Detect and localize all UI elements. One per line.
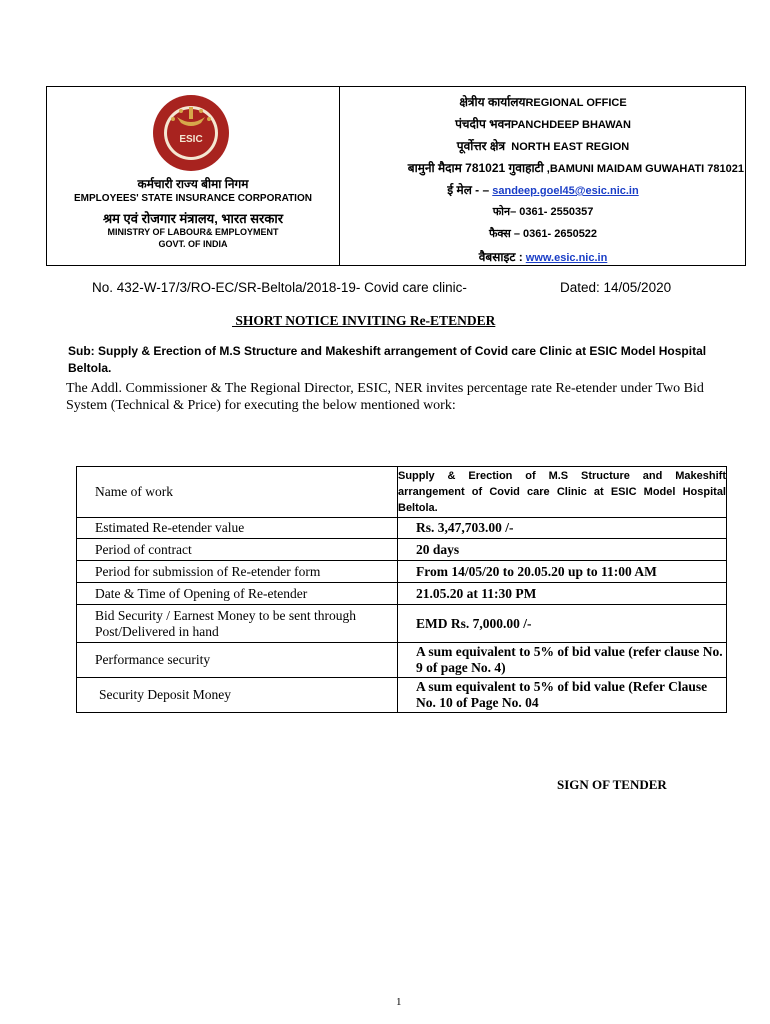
tender-details-table	[76, 466, 727, 713]
region-line	[340, 137, 746, 154]
region-english: NORTH EAST REGION	[511, 141, 630, 153]
row-label: Security Deposit Money	[77, 678, 398, 713]
reference-number: No. 432-W-17/3/RO-EC/SR-Beltola/2018-19- Covid care clinic-	[92, 280, 467, 295]
row-value: From 14/05/20 to 20.05.20 up to 11:00 AM	[398, 561, 727, 583]
row-label: Period of contract	[77, 539, 398, 561]
website-label: वैबसाइट :	[478, 250, 523, 264]
subject: Sub: Supply & Erection of M.S Structure and Makeshift arrangement of Covid care Clinic at ESIC Model Hospital Beltola.	[68, 344, 707, 375]
row-value: Supply & Erection of M.S Structure and Makeshift arrangement of Covid care Clinic at ESIC Model Hospital Beltola.	[398, 467, 727, 518]
org-name-english: EMPLOYEES' STATE INSURANCE CORPORATION	[74, 193, 312, 204]
document-date: Dated: 14/05/2020	[560, 280, 672, 295]
row-label: Name of work	[77, 467, 398, 518]
table-row	[77, 518, 727, 539]
table-row	[77, 467, 727, 518]
org-block	[47, 87, 339, 265]
email-label: ई मेल - –	[447, 183, 490, 197]
office-block	[340, 87, 746, 265]
table-row	[77, 583, 727, 605]
table-row	[77, 539, 727, 561]
row-label: Period for submission of Re-etender form	[77, 561, 398, 583]
building-line	[340, 115, 746, 132]
website-link[interactable]: www.esic.nic.in	[525, 252, 608, 264]
phone-line: फोन– 0361- 2550357	[492, 206, 594, 218]
table-row	[77, 605, 727, 643]
sign-of-tender: SIGN OF TENDER	[557, 777, 667, 792]
row-value: 20 days	[398, 539, 727, 561]
office-english: REGIONAL OFFICE	[525, 97, 627, 109]
org-name-hindi: कर्मचारी राज्य बीमा निगम	[137, 177, 249, 191]
email-line	[340, 181, 746, 198]
ministry-english: MINISTRY OF LABOUR& EMPLOYMENT	[107, 227, 279, 237]
table-row	[77, 643, 727, 678]
office-line	[340, 93, 746, 110]
intro-paragraph: The Addl. Commissioner & The Regional Director, ESIC, NER invites percentage rate Re-etender under Two Bid System (Technical & Price) for executing the below mentioned work:	[66, 381, 704, 413]
row-value: EMD Rs. 7,000.00 /-	[398, 605, 727, 643]
page-number: 1	[396, 996, 402, 1008]
row-value: A sum equivalent to 5% of bid value (refer clause No. 9 of page No. 4)	[398, 643, 727, 678]
office-hindi: क्षेत्रीय कार्यालय	[459, 95, 526, 109]
govt-of-india: GOVT. OF INDIA	[158, 239, 228, 249]
esic-logo-icon	[151, 93, 231, 173]
notice-title: SHORT NOTICE INVITING Re-ETENDER	[232, 313, 496, 328]
row-label: Estimated Re-etender value	[77, 518, 398, 539]
building-english: PANCHDEEP BHAWAN	[510, 119, 631, 131]
table-row	[77, 561, 727, 583]
logo-text: ESIC	[179, 134, 203, 145]
website-line	[340, 248, 746, 265]
address-hindi: बामुनी मैदाम 781021 गुवाहाटी	[407, 161, 544, 175]
email-link[interactable]: sandeep.goel45@esic.nic.in	[492, 185, 639, 197]
building-hindi: पंचदीप भवन	[455, 117, 511, 131]
row-value: Rs. 3,47,703.00 /-	[398, 518, 727, 539]
ministry-hindi: श्रम एवं रोजगार मंत्रालय, भारत सरकार	[102, 211, 284, 226]
address-line	[340, 159, 746, 176]
row-label: Date & Time of Opening of Re-etender	[77, 583, 398, 605]
region-hindi: पूर्वोत्तर क्षेत्र	[456, 139, 506, 153]
row-label: Bid Security / Earnest Money to be sent through Post/Delivered in hand	[77, 605, 398, 643]
fax-line: फैक्स – 0361- 2650522	[488, 228, 598, 240]
row-value: A sum equivalent to 5% of bid value (Refer Clause No. 10 of Page No. 04	[398, 678, 727, 713]
address-english: ,BAMUNI MAIDAM GUWAHATI 781021	[546, 163, 744, 175]
row-label: Performance security	[77, 643, 398, 678]
row-value: 21.05.20 at 11:30 PM	[398, 583, 727, 605]
table-row	[77, 678, 727, 713]
letterhead	[46, 86, 746, 266]
